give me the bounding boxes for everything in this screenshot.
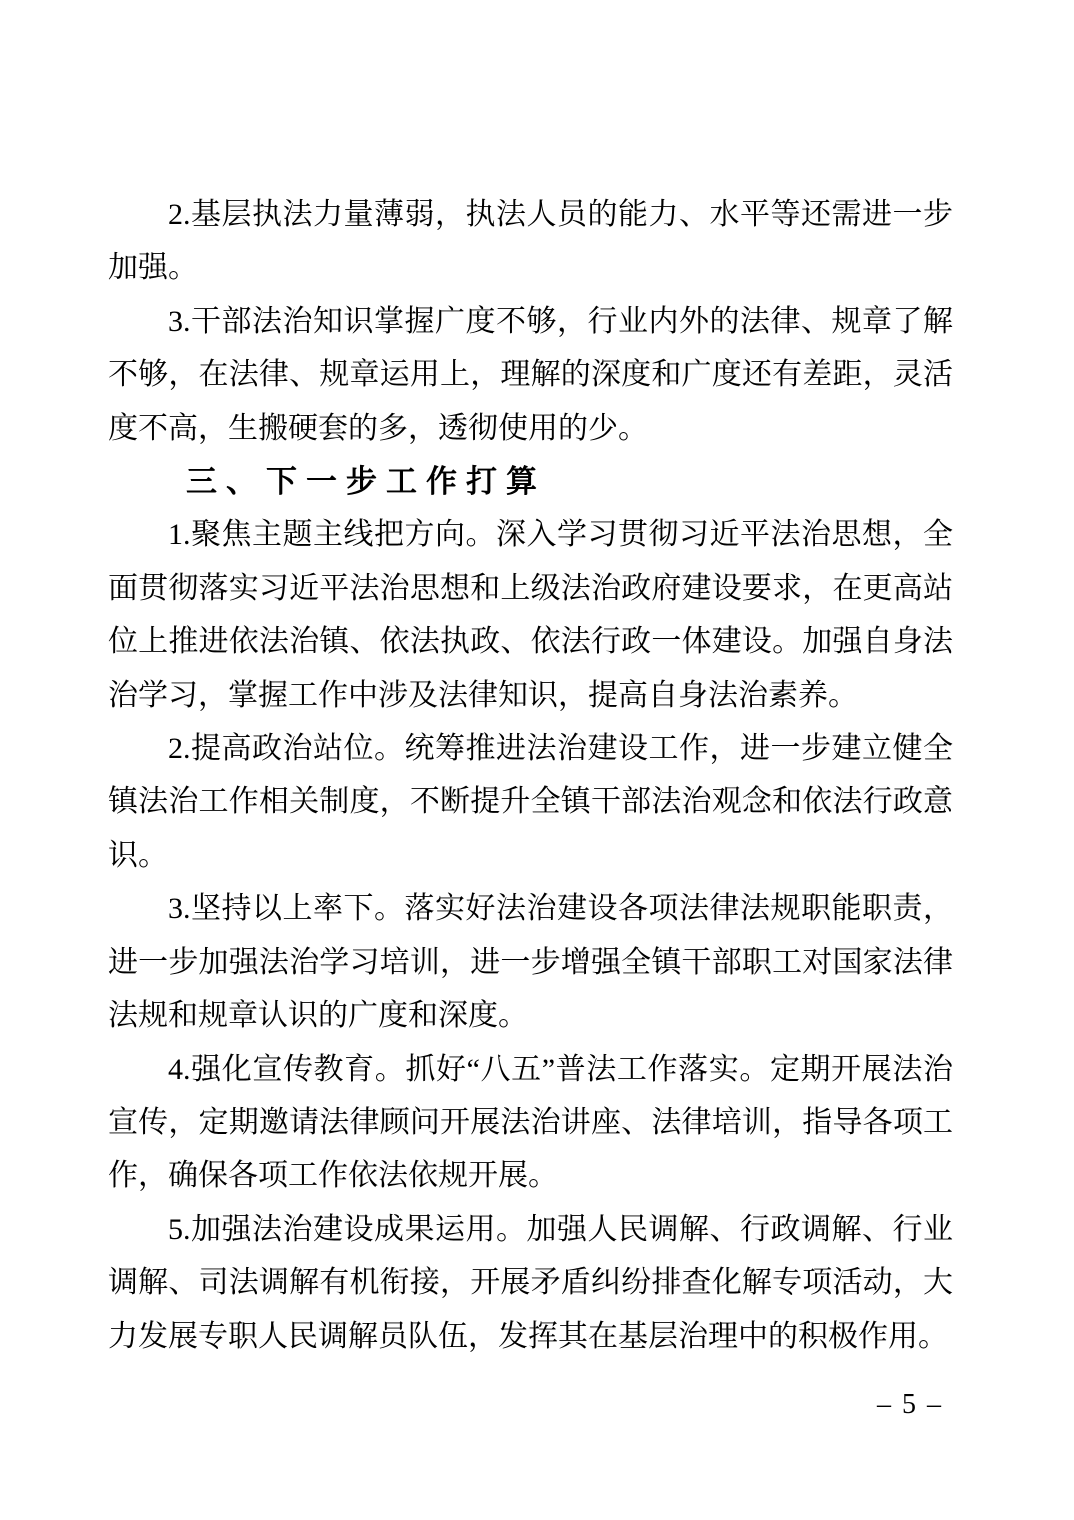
- body-paragraph-publicity-education: 4.强化宣传教育。抓好“八五”普法工作落实。定期开展法治宣传，定期邀请法律顾问开展法治讲座、法律培训，指导各项工作，确保各项工作依法依规开展。: [108, 1052, 953, 1193]
- body-paragraph-focus-theme: 1.聚焦主题主线把方向。深入学习贯彻习近平法治思想，全面贯彻落实习近平法治思想和上级法治政府建设要求，在更高站位上推进依法治镇、依法执政、依法行政一体建设。加强自身法治学习，掌握工作中涉及法律知识，提高自身法治素养。: [108, 518, 953, 712]
- page-number: – 5 –: [877, 1389, 943, 1420]
- body-paragraph-cadre-knowledge: 3.干部法治知识掌握广度不够，行业内外的法律、规章了解不够，在法律、规章运用上，理解的深度和广度还有差距，灵活度不高，生搬硬套的多，透彻使用的少。: [108, 304, 953, 445]
- body-paragraph-weak-enforcement: 2.基层执法力量薄弱，执法人员的能力、水平等还需进一步加强。: [108, 198, 953, 285]
- body-paragraph-political-stance: 2.提高政治站位。统筹推进法治建设工作，进一步建立健全镇法治工作相关制度，不断提升全镇干部法治观念和依法行政意识。: [108, 732, 953, 872]
- section-heading-next-steps: 三、下一步工作打算: [186, 464, 546, 500]
- document-content: [108, 188, 953, 1363]
- body-paragraph-lead-by-example: 3.坚持以上率下。落实好法治建设各项法律法规职能职责，进一步加强法治学习培训，进一步增强全镇干部职工对国家法律法规和规章认识的广度和深度。: [108, 892, 953, 1033]
- body-paragraph-mediation-results: 5.加强法治建设成果运用。加强人民调解、行政调解、行业调解、司法调解有机衔接，开展矛盾纠纷排查化解专项活动，大力发展专职人民调解员队伍，发挥其在基层治理中的积极作用。: [108, 1212, 953, 1353]
